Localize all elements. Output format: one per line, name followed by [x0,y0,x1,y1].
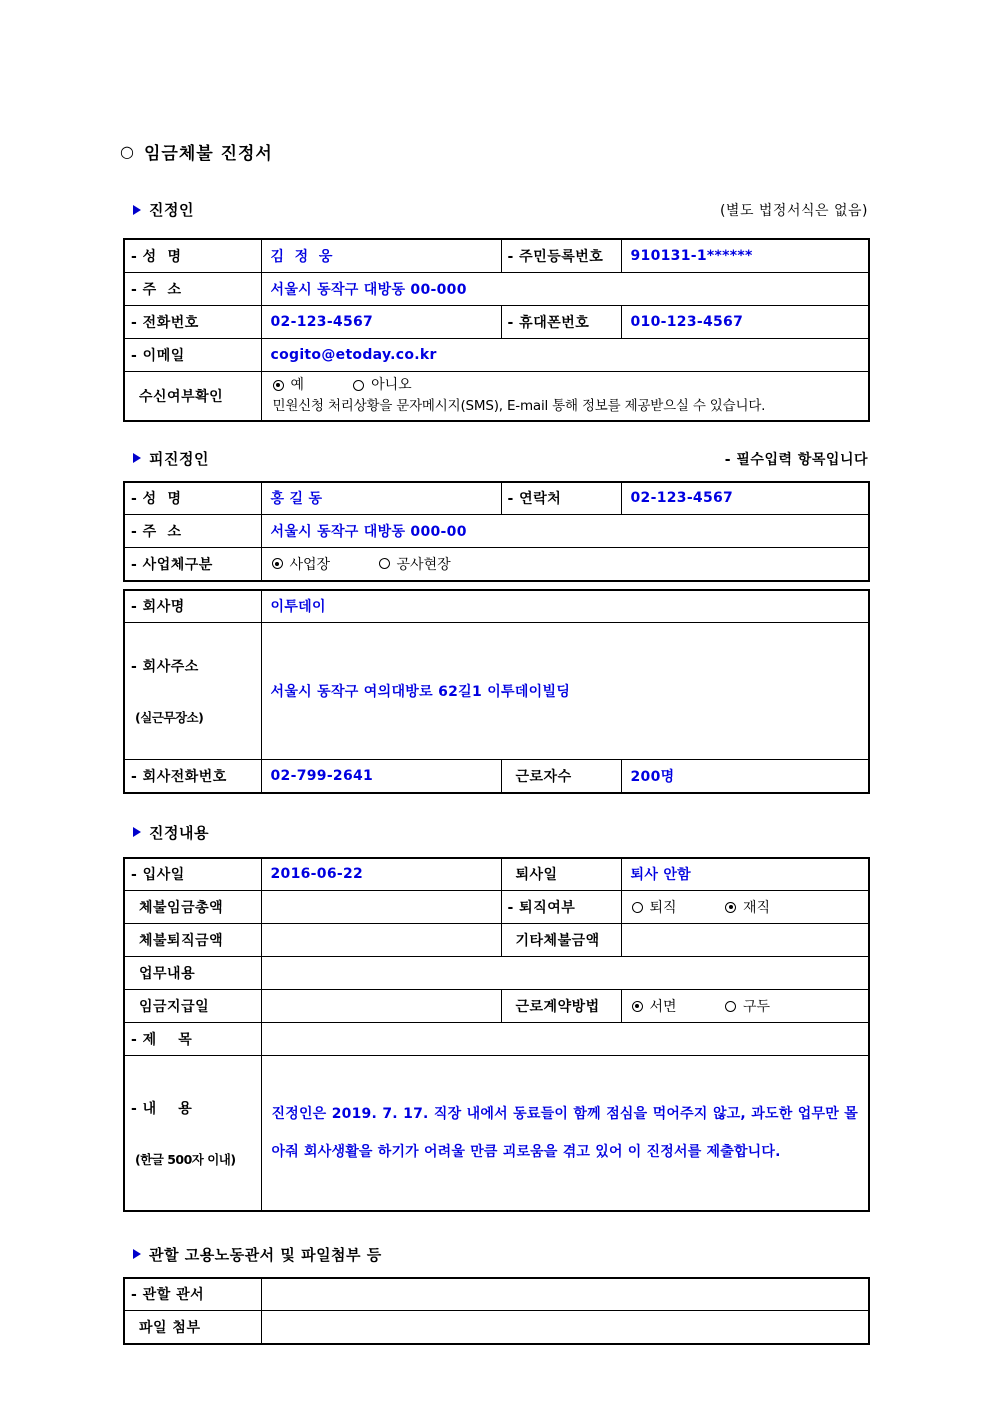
receive-confirm-cell [261,371,869,421]
mobile-label: - 휴대폰번호 [501,305,621,338]
page-title-text: 임금체불 진정서 [143,144,273,164]
table-row [124,891,869,924]
table-row [124,272,869,305]
jurisdiction-office-value [261,1278,869,1311]
page-title [120,139,868,164]
table-row [124,338,869,371]
complaint-heading [133,822,209,843]
contact-value: 02-123-4567 [621,482,869,515]
retire-status-label: - 퇴직여부 [501,891,621,924]
address-value: 서울시 동작구 대방동 00-000 [261,272,869,305]
table-row [124,990,869,1023]
table-row [124,239,869,272]
contract-method-radio-group [621,990,869,1023]
radio-label: 사업장 [289,556,331,573]
radio-label: 아니오 [371,376,412,393]
respondent-heading-label: 피진정인 [149,449,209,468]
company-address-label [124,623,261,760]
file-attach-label: 파일 첨부 [124,1311,261,1344]
workers-count-label: 근로자수 [501,760,621,793]
radio-option-construction-site[interactable] [379,554,451,574]
petitioner-table [123,238,870,422]
circle-bullet-icon: ○ [120,142,135,161]
company-address-label-line2: (실근무장소) [135,710,204,725]
radio-icon[interactable] [273,380,284,391]
section-header-respondent [133,448,868,469]
petitioner-heading-label: 진정인 [149,201,194,219]
name-label: - 성 명 [124,482,261,515]
subject-value [261,1023,869,1056]
radio-option-verbal[interactable] [725,996,770,1016]
rrn-value: 910131-1****** [621,239,869,272]
radio-icon[interactable] [379,558,390,569]
company-table [123,589,870,794]
attachment-heading-label: 관할 고용노동관서 및 파일첨부 등 [149,1245,382,1264]
section-arrow-icon [133,205,141,215]
radio-icon[interactable] [632,902,643,913]
table-row [124,1311,869,1344]
complaint-heading-label: 진정내용 [149,823,209,842]
radio-label: 서면 [649,999,677,1015]
company-address-label-line1: - 회사주소 [131,659,199,675]
name-value: 김 정 웅 [261,239,501,272]
leave-date-label: 퇴사일 [501,858,621,891]
table-row [124,305,869,338]
receive-radio-group [263,375,868,396]
radio-icon[interactable] [272,558,283,569]
join-date-value: 2016-06-22 [261,858,501,891]
radio-option-retired[interactable] [632,897,677,917]
job-desc-label: 업무내용 [124,957,261,990]
mobile-value: 010-123-4567 [621,305,869,338]
radio-label: 구두 [743,999,771,1015]
section-header-petitioner [133,199,868,220]
radio-icon[interactable] [353,380,364,391]
radio-option-written[interactable] [632,996,677,1016]
attachment-table [123,1277,870,1345]
rrn-label: - 주민등록번호 [501,239,621,272]
business-type-radio-group [261,548,869,581]
radio-option-no[interactable] [353,375,412,396]
table-row [124,1023,869,1056]
section-arrow-icon [133,453,141,463]
petitioner-heading [133,199,194,220]
attachment-heading [133,1244,382,1265]
table-row [124,548,869,581]
receive-description: 민원신청 처리상황을 문자메시지(SMS), E-mail 통해 정보를 제공받으실 수 있습니다. [272,397,766,414]
radio-option-yes[interactable] [273,375,305,396]
respondent-note: - 필수입력 항목입니다 [724,451,868,468]
complaint-table [123,857,870,1212]
table-row [124,623,869,760]
company-phone-label: - 회사전화번호 [124,760,261,793]
name-value: 홍 길 동 [261,482,501,515]
unpaid-wage-label: 체불임금총액 [124,891,261,924]
email-value: cogito@etoday.co.kr [261,338,869,371]
subject-label: - 제 목 [124,1023,261,1056]
content-value: 진정인은 2019. 7. 17. 직장 내에서 동료들이 함께 점심을 먹어주지 않고, 과도한 업무만 몰아줘 회사생활을 하기가 어려울 만큼 괴로움을 겪고 있어 이 진정서를 제출합니다. [261,1056,869,1211]
respondent-heading [133,448,209,469]
table-row [124,1278,869,1311]
company-name-value: 이투데이 [261,590,869,623]
job-desc-value [261,957,869,990]
unpaid-wage-value [261,891,501,924]
petitioner-note: (별도 법정서식은 없음) [719,203,868,219]
table-row [124,590,869,623]
respondent-table [123,481,870,582]
receive-confirm-label: 수신여부확인 [124,371,261,421]
section-arrow-icon [133,1249,141,1259]
jurisdiction-office-label: - 관할 관서 [124,1278,261,1311]
section-header-complaint [133,822,868,843]
radio-icon[interactable] [725,1001,736,1012]
retire-status-radio-group [621,891,869,924]
content-label-line2: (한글 500자 이내) [135,1151,236,1167]
table-row [124,371,869,421]
radio-icon[interactable] [632,1001,643,1012]
content-label [124,1056,261,1211]
email-label: - 이메일 [124,338,261,371]
other-unpaid-value [621,924,869,957]
address-value: 서울시 동작구 대방동 000-00 [261,515,869,548]
section-header-attachment [133,1244,868,1265]
payday-label: 임금지급일 [124,990,261,1023]
unpaid-severance-value [261,924,501,957]
table-row [124,1056,869,1211]
other-unpaid-label: 기타체불금액 [501,924,621,957]
contract-method-label: 근로계약방법 [501,990,621,1023]
phone-value: 02-123-4567 [261,305,501,338]
company-phone-value: 02-799-2641 [261,760,501,793]
section-arrow-icon [133,827,141,837]
address-label: - 주 소 [124,272,261,305]
radio-option-employed[interactable] [725,897,770,917]
company-address-value: 서울시 동작구 여의대방로 62길1 이투데이빌딩 [261,623,869,760]
table-row [124,924,869,957]
radio-label: 공사현장 [396,556,451,573]
file-attach-value [261,1311,869,1344]
address-label: - 주 소 [124,515,261,548]
radio-icon[interactable] [725,902,736,913]
table-row [124,515,869,548]
business-type-label: - 사업체구분 [124,548,261,581]
phone-label: - 전화번호 [124,305,261,338]
content-label-line1: - 내 용 [131,1100,193,1117]
radio-option-workplace[interactable] [272,554,331,574]
table-row [124,957,869,990]
join-date-label: - 입사일 [124,858,261,891]
leave-date-value: 퇴사 안함 [621,858,869,891]
radio-label: 퇴직 [649,900,677,916]
workers-count-value: 200명 [621,760,869,793]
payday-value [261,990,501,1023]
name-label: - 성 명 [124,239,261,272]
radio-label: 재직 [743,900,771,916]
table-row [124,760,869,793]
radio-label: 예 [290,376,305,393]
unpaid-severance-label: 체불퇴직금액 [124,924,261,957]
table-row [124,858,869,891]
contact-label: - 연락처 [501,482,621,515]
table-row [124,482,869,515]
company-name-label: - 회사명 [124,590,261,623]
